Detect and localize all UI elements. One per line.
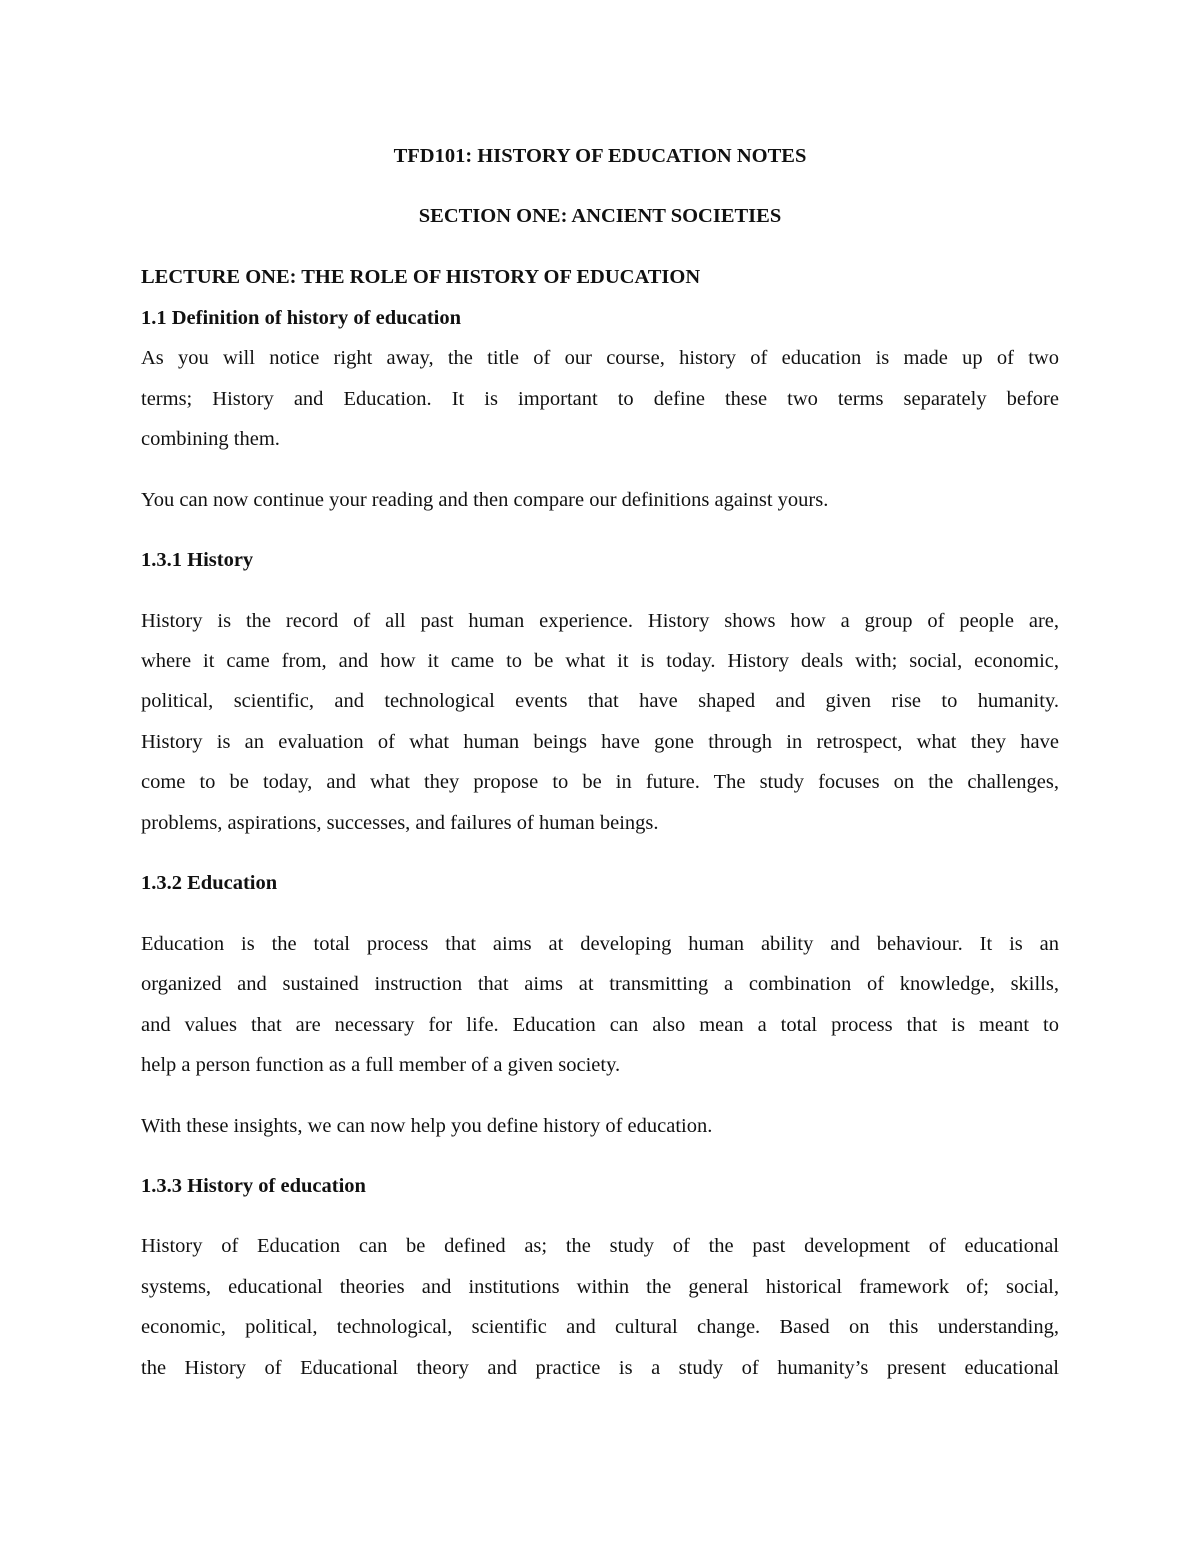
paragraph-line: the History of Educational theory and practice is a study of humanity’s present educational [141, 1357, 1059, 1379]
paragraph-line: political, scientific, and technological events that have shaped and given rise to humanity. [141, 690, 1059, 712]
paragraph-line: where it came from, and how it came to be what it is today. History deals with; social, economic, [141, 650, 1059, 672]
paragraph-line: History is an evaluation of what human beings have gone through in retrospect, what they have [141, 731, 1059, 753]
paragraph-line: You can now continue your reading and then compare our definitions against yours. [141, 489, 829, 511]
section-heading: SECTION ONE: ANCIENT SOCIETIES [418, 205, 782, 227]
paragraph-line: History of Education can be defined as; the study of the past development of educational [141, 1235, 1059, 1257]
history-of-education-heading: 1.3.3 History of education [141, 1175, 366, 1197]
history-heading: 1.3.1 History [141, 549, 254, 571]
paragraph-line: help a person function as a full member of a given society. [141, 1054, 621, 1076]
paragraph-line: As you will notice right away, the title of our course, history of education is made up of two [141, 347, 1059, 369]
paragraph-line: History is the record of all past human experience. History shows how a group of people are, [141, 610, 1059, 632]
paragraph-line: and values that are necessary for life. Education can also mean a total process that is meant to [141, 1014, 1059, 1036]
paragraph-line: organized and sustained instruction that aims at transmitting a combination of knowledge, skills, [141, 973, 1059, 995]
document-title: TFD101: HISTORY OF EDUCATION NOTES [393, 145, 807, 167]
paragraph-line: systems, educational theories and institutions within the general historical framework of; social, [141, 1276, 1059, 1298]
paragraph-line: With these insights, we can now help you define history of education. [141, 1115, 713, 1137]
lecture-heading: LECTURE ONE: THE ROLE OF HISTORY OF EDUCATION [141, 266, 701, 288]
paragraph-line: combining them. [141, 428, 280, 450]
paragraph-line: economic, political, technological, scientific and cultural change. Based on this understanding, [141, 1316, 1059, 1338]
definition-heading: 1.1 Definition of history of education [141, 307, 462, 329]
paragraph-line: terms; History and Education. It is important to define these two terms separately before [141, 388, 1059, 410]
education-heading: 1.3.2 Education [141, 872, 278, 894]
paragraph-line: come to be today, and what they propose to be in future. The study focuses on the challenges, [141, 771, 1059, 793]
paragraph-line: problems, aspirations, successes, and failures of human beings. [141, 812, 659, 834]
paragraph-line: Education is the total process that aims at developing human ability and behaviour. It is an [141, 933, 1059, 955]
